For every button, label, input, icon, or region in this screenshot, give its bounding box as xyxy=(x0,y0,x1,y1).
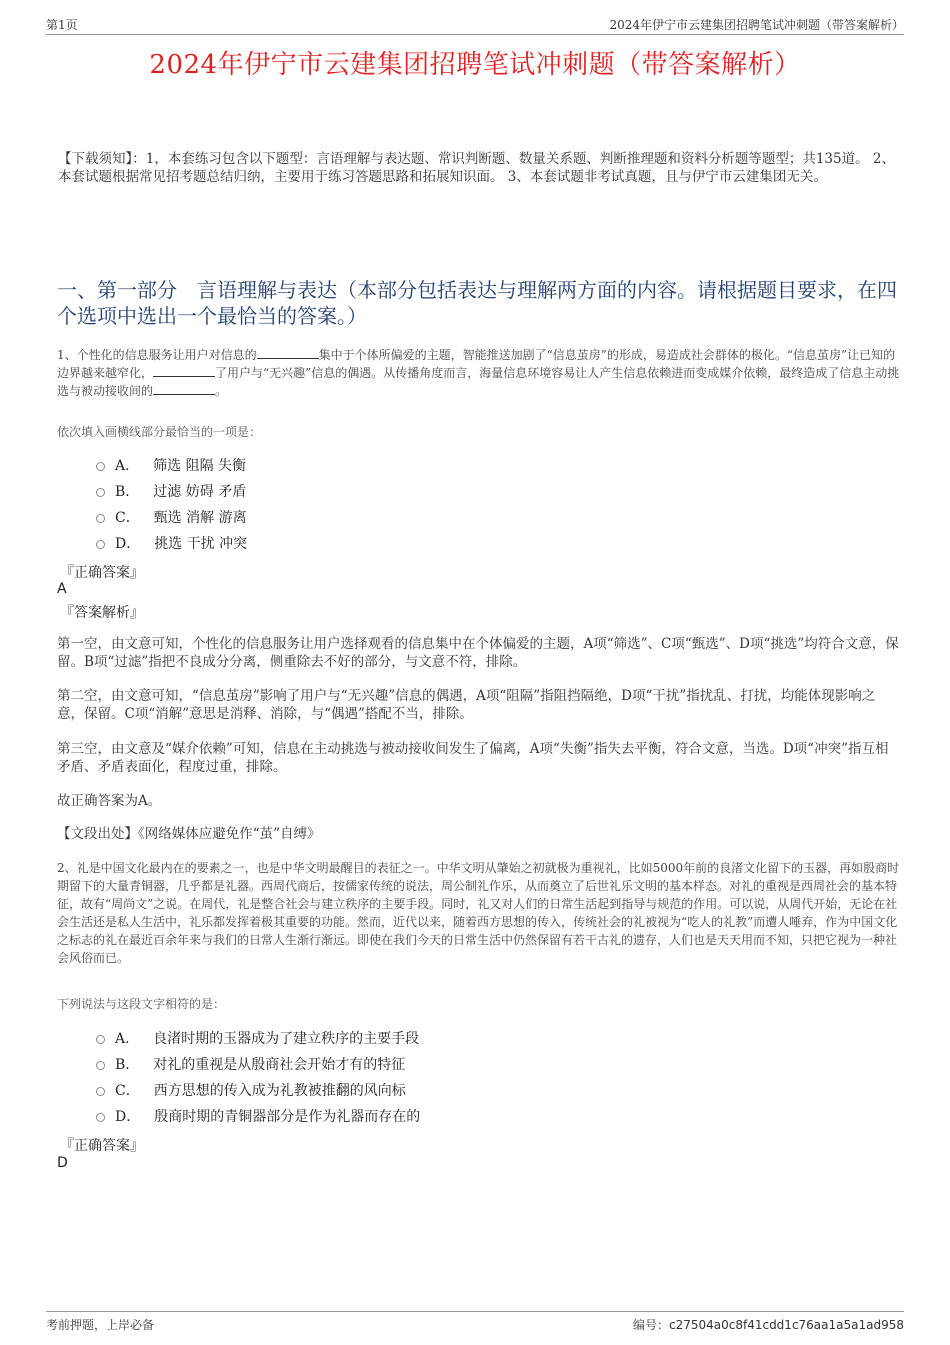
analysis-paragraph: 第二空，由文意可知，“信息茧房”影响了用户与“无兴趣”信息的偶遇，A项“阻隔”指阻挡隔绝，D项“干扰”指扰乱、打扰，均能体现影响之意，保留。C项“消解”意思是消释、消除，与“偶遇”搭配不当，排除。 xyxy=(57,688,876,722)
radio-icon[interactable] xyxy=(96,1113,105,1122)
correct-answer: D xyxy=(57,1155,68,1171)
option-a[interactable]: A． 筛选 阻隔 失衡 xyxy=(96,452,247,478)
footer-code: 编号：c27504a0c8f41cdd1c76aa1a5a1ad958 xyxy=(632,1318,904,1332)
radio-icon[interactable] xyxy=(96,1035,105,1044)
blank-2 xyxy=(153,364,215,377)
correct-answer: A xyxy=(57,581,67,597)
question-2-text: 2、礼是中国文化最内在的要素之一，也是中华文明最醒目的表征之一。中华文明从肇始之初就极为重视礼，比如5000年前的良渚文化留下的玉器，再如殷商时期留下的大量青铜器，几乎都是礼器。西周代商后，按儒家传统的说法，周公制礼作乐，从而奠立了后世礼乐文明的基本样态。对礼的重视是西周社会的基本特征，故有“周尚文”之说。在周代，礼是整合社会与建立秩序的主要手段。同时，礼又对人们的日常生活起到指导与规范的作用。可以说，从周代开始，无论在社会生活还是私人生活中，礼乐都发挥着极其重要的功能。然而，近代以来，随着西方思想的传入，传统社会的礼被视为“吃人的礼教”而遭人唾弃，作为中国文化之标志的礼在最近百余年来与我们的日常人生渐行渐远。即使在我们今天的日常生活中仍然保留有若干古礼的遗存，人们也是天天用而不知，只把它视为一种社会风俗而已。 xyxy=(57,861,900,965)
radio-icon[interactable] xyxy=(96,540,105,549)
passage-source: 【文段出处】《网络媒体应避免作“茧”自缚》 xyxy=(57,826,321,842)
page-footer xyxy=(46,1311,904,1334)
page-header xyxy=(46,14,904,35)
question-2-prompt: 下列说法与这段文字相符的是： xyxy=(57,997,226,1011)
document-title: 2024年伊宁市云建集团招聘笔试冲刺题（带答案解析） xyxy=(149,50,801,80)
correct-answer-label: 『正确答案』 xyxy=(60,565,144,581)
option-b[interactable]: B． 过滤 妨碍 矛盾 xyxy=(96,478,247,504)
footer-slogan: 考前押题，上岸必备 xyxy=(46,1318,155,1332)
question-2-options xyxy=(96,1025,420,1129)
question-1-text: 1、个性化的信息服务让用户对信息的 集中于个体所偏爱的主题，智能推送加剧了“信息茧房”的形成，易造成社会群体的极化。“信息茧房”让已知的边界越来越窄化， 了用户与“无兴趣”信息的偶遇。从传播角度而言，海量信息环境容易让人产生信息依赖进而变成媒介依赖，最终造成了信息主动挑选与被动接收间的 。 xyxy=(57,348,900,398)
radio-icon[interactable] xyxy=(96,1061,105,1070)
blank-1 xyxy=(257,346,319,359)
analysis-paragraph: 第三空，由文意及“媒介依赖”可知，信息在主动挑选与被动接收间发生了偏离，A项“失衡”指失去平衡，符合文意，当选。D项“冲突”指互相矛盾、矛盾表面化，程度过重，排除。 xyxy=(57,741,889,775)
correct-answer-label: 『正确答案』 xyxy=(60,1138,144,1154)
radio-icon[interactable] xyxy=(96,462,105,471)
header-doc-title: 2024年伊宁市云建集团招聘笔试冲刺题（带答案解析） xyxy=(609,18,904,32)
analysis-conclusion: 故正确答案为A。 xyxy=(57,793,162,809)
blank-3 xyxy=(153,382,215,395)
option-b[interactable]: B． 对礼的重视是从殷商社会开始才有的特征 xyxy=(96,1051,420,1077)
question-1-prompt: 依次填入画横线部分最恰当的一项是： xyxy=(57,425,262,439)
page-number: 第1页 xyxy=(46,18,78,32)
radio-icon[interactable] xyxy=(96,1087,105,1096)
download-notice: 【下载须知】：1，本套练习包含以下题型：言语理解与表达题、常识判断题、数量关系题、判断推理题和资料分析题等题型；共135道。 2、本套试题根据常见招考题总结归纳，主要用于练习答题思路和拓展知识面。 3、本套试题非考试真题，且与伊宁市云建集团无关。 xyxy=(58,151,895,185)
question-1-options xyxy=(96,452,247,556)
option-d[interactable]: D． 殷商时期的青铜器部分是作为礼器而存在的 xyxy=(96,1103,420,1129)
option-a[interactable]: A． 良渚时期的玉器成为了建立秩序的主要手段 xyxy=(96,1025,420,1051)
radio-icon[interactable] xyxy=(96,514,105,523)
radio-icon[interactable] xyxy=(96,488,105,497)
section-title: 一、第一部分 言语理解与表达（本部分包括表达与理解两方面的内容。请根据题目要求，在四个选项中选出一个最恰当的答案。） xyxy=(57,278,897,328)
option-c[interactable]: C． 西方思想的传入成为礼教被推翻的风向标 xyxy=(96,1077,420,1103)
option-d[interactable]: D． 挑选 干扰 冲突 xyxy=(96,530,247,556)
analysis-label: 『答案解析』 xyxy=(60,605,144,621)
option-c[interactable]: C． 甄选 消解 游离 xyxy=(96,504,247,530)
analysis-paragraph: 第一空，由文意可知，个性化的信息服务让用户选择观看的信息集中在个体偏爱的主题，A项“筛选”、C项“甄选”、D项“挑选”均符合文意，保留。B项“过滤”指把不良成分分离，侧重除去不好的部分，与文意不符，排除。 xyxy=(57,636,899,670)
